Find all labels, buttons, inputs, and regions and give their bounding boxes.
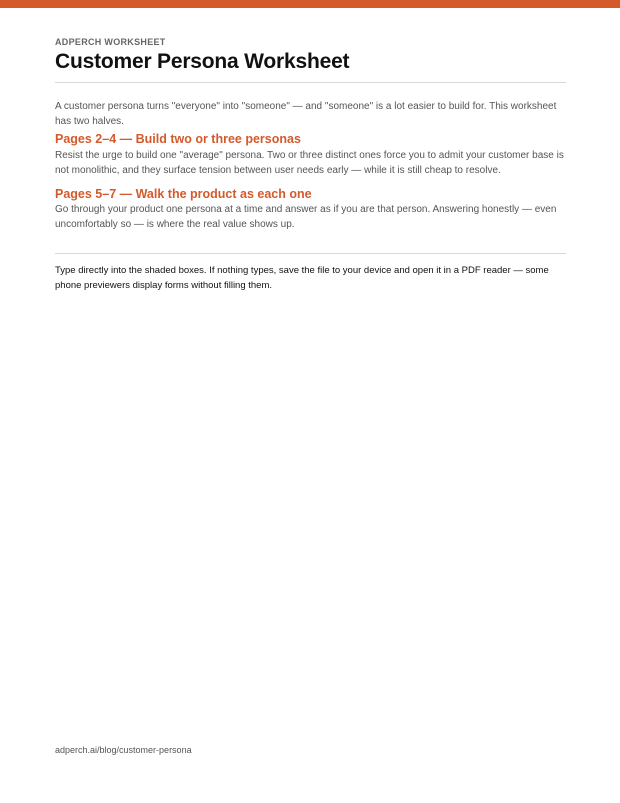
intro-paragraph: A customer persona turns "everyone" into "someone" — and "someone" is a lot easier to build for. This worksheet has two halves. [55, 101, 557, 127]
footer-url: adperch.ai/blog/customer-persona [55, 745, 192, 755]
worksheet-page [55, 0, 566, 803]
header-kicker: ADPERCH WORKSHEET [55, 37, 166, 47]
section-divider [55, 253, 566, 254]
page-title: Customer Persona Worksheet [55, 50, 350, 73]
section-body-build-personas: Resist the urge to build one "average" persona. Two or three distinct ones force you to admit your customer base is not monolithic, and they surface tension between user needs early — while it is still cheap to resolve. [55, 150, 564, 176]
section-heading-walk-product: Pages 5–7 — Walk the product as each one [55, 187, 312, 201]
section-body-walk-product: Go through your product one persona at a time and answer as if you are that person. Answering honestly — even uncomfortably so — is where the real value shows up. [55, 204, 557, 230]
header-divider [55, 82, 566, 83]
form-instructions: Type directly into the shaded boxes. If nothing types, save the file to your device and open it in a PDF reader — some phone previewers display forms without filling them. [55, 265, 549, 291]
section-heading-build-personas: Pages 2–4 — Build two or three personas [55, 132, 301, 146]
